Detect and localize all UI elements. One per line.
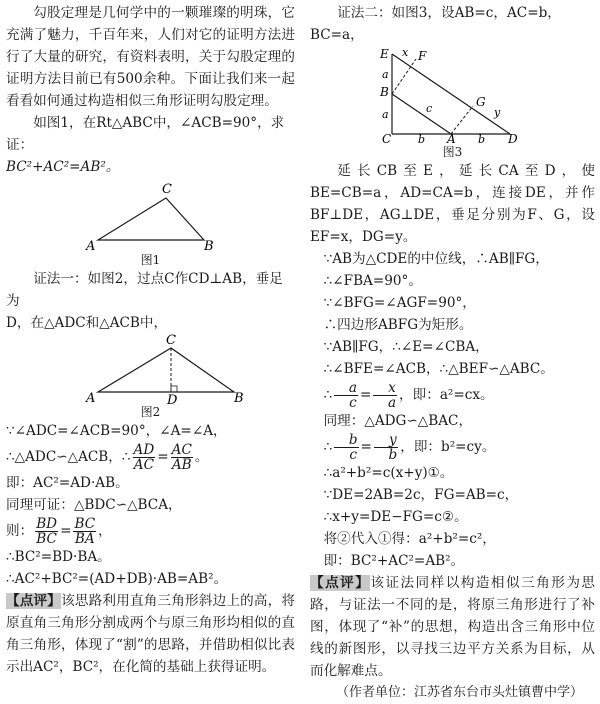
fig3-label-c: C — [382, 132, 392, 144]
problem-equation: BC²+AC²=AB²。 — [6, 159, 120, 175]
figure-3 — [310, 46, 595, 144]
fraction-b-c: $\frac{b}{c}$ — [334, 433, 358, 462]
triangle-abc — [98, 198, 204, 240]
fig3-label-x: x — [402, 46, 409, 59]
problem-statement: 如图1，在Rt△ABC中，∠ACB=90°，求证： — [6, 115, 285, 153]
step-7: ∴AC²+BC²=(AD+DB)·AB=AB²。 — [6, 571, 228, 587]
author-info: （作者单位：江苏省东台市头灶镇曹中学） — [336, 685, 584, 700]
fig2-label-d: D — [167, 393, 178, 404]
right-column — [310, 0, 595, 704]
fig3-label-a-top: a — [382, 68, 389, 81]
fraction-ac-ab: $\frac{AC}{AB}$ — [171, 442, 192, 473]
comment-2-tag: 【点评】 — [310, 575, 371, 591]
fig3-label-c-side: c — [426, 102, 433, 115]
step2-2: ∴∠FBA=90°。 — [323, 273, 422, 289]
triangle-abc-2 — [98, 348, 234, 392]
line-ba — [392, 94, 451, 134]
step-5: 则： $\frac{BD}{BC}$ = $\frac{BC}{BA}$ ， — [6, 516, 112, 547]
step2-9: ∴ $\frac{b}{c}$ = $\frac{y}{b}$ ，即：b²=cy。 — [323, 432, 496, 463]
figure-2 — [6, 334, 295, 404]
step2-13: 将②代入①得：a²+b²=c²， — [323, 531, 496, 547]
fig2-label-b: B — [234, 391, 244, 404]
line-ed — [392, 54, 510, 134]
step-1: ∵∠ADC=∠ACB=90°，∠A=∠A， — [6, 423, 227, 439]
fig3-caption: 图3 — [442, 145, 463, 159]
fraction-bd-bc: $\frac{BD}{BC}$ — [36, 516, 58, 547]
step-4: 同理可证：△BDC∽△BCA， — [6, 497, 182, 513]
fig3-label-a-bottom: a — [382, 108, 389, 121]
step2-8: 同理：△ADG∽△BAC， — [323, 413, 473, 429]
step2-14: 即：BC²+AC²=AB²。 — [323, 553, 465, 569]
step2-11: ∵DE=2AB=2c，FG=AB=c， — [323, 487, 519, 503]
fraction-bc-ba: $\frac{BC}{BA}$ — [74, 516, 96, 547]
fig2-label-a: A — [86, 391, 96, 404]
fig3-label-a: A — [447, 132, 456, 144]
proof2-intro: 证法二：如图3，设AB=c，AC=b，BC=a， — [310, 5, 561, 43]
comment-2-text: 该证法同样以构造相似三角形为思路，与证法一不同的是，将原三角形进行了补图，体现了“补”的思想，构造出含三角形中位线的新图形，以寻找三边平方关系为目标，从而化解难点。 — [310, 575, 595, 679]
fig1-label-c: C — [162, 182, 172, 197]
fig2-caption: 图2 — [140, 405, 161, 419]
step-6: ∴BC²=BD·BA。 — [6, 549, 111, 565]
fraction-ad-ac: $\frac{AD}{AC}$ — [133, 442, 155, 473]
fig3-label-y: y — [494, 106, 501, 119]
comment-1-text: 该思路利用直角三角形斜边上的高，将原直角三角形分割成两个与原三角形均相似的直角三角形，体现了“割”的思路，并借助相似比表示出AC²，BC²，在化简的基础上获得证明。 — [6, 593, 296, 675]
fig3-label-b-right: b — [478, 133, 486, 144]
proof2-text: 延长CB至E，延长CA至D，使BE=CB=a，AD=CA=b，连接DE，并作BF⊥DE，AG⊥DE，垂足分别为F、G，设EF=x，DG=y。 — [310, 163, 595, 245]
fraction-a-c: $\frac{a}{c}$ — [334, 381, 358, 410]
fig3-label-d: D — [508, 132, 518, 144]
proof1-line2: D，在△ADC和△ACB中， — [6, 315, 168, 331]
fig3-label-b: B — [380, 85, 389, 99]
step2-5: ∵AB∥FG，∴∠E=∠CBA， — [323, 339, 489, 355]
fig3-label-g: G — [476, 95, 486, 109]
step2-7: ∴ $\frac{a}{c}$ = $\frac{x}{a}$ ，即：a²=cx。 — [323, 380, 494, 411]
step2-10: ∴a²+b²=c(x+y)①。 — [323, 465, 454, 481]
step2-3: ∵∠BFG=∠AGF=90°， — [323, 295, 476, 311]
fig1-caption: 图1 — [140, 253, 161, 267]
step2-4: ∴四边形ABFG为矩形。 — [323, 317, 473, 333]
fig3-label-e: E — [380, 47, 389, 61]
step-2: ∴△ADC∽△ACB，∴ $\frac{AD}{AC}$ = $\frac{AC}{AB}$ 。 — [6, 442, 209, 473]
comment-1-tag: 【点评】 — [6, 593, 62, 609]
fig3-label-f: F — [418, 49, 427, 63]
step2-1: ∵AB为△CDE的中位线，∴AB∥FG， — [323, 251, 549, 267]
left-column — [6, 0, 295, 678]
step2-text: ∴△ADC∽△ACB，∴ — [6, 449, 131, 465]
step-3: 即：AC²=AD·AB。 — [6, 475, 129, 491]
intro-paragraph: 勾股定理是几何学中的一颗璀璨的明珠，它充满了魅力，千百年来，人们对它的证明方法进行了大量的研究，有资料表明，关于勾股定理的证明方法目前已有500余种。下面让我们来一起看看如何通过构造相似三角形证明勾股定理。 — [6, 5, 295, 109]
fig1-label-b: B — [204, 239, 214, 252]
right-angle-mark — [171, 386, 177, 392]
step2-12: ∴x+y=DE−FG=c②。 — [323, 509, 468, 525]
fraction-y-b: $\frac{y}{b}$ — [374, 433, 398, 462]
fraction-x-a: $\frac{x}{a}$ — [373, 381, 397, 410]
step2-6: ∴∠BFE=∠ACB，∴△BEF∽△ABC。 — [323, 361, 554, 377]
line-bf — [392, 59, 416, 94]
comment-2 — [310, 572, 595, 682]
fig2-label-c: C — [166, 334, 176, 348]
fig1-label-a: A — [86, 239, 96, 252]
fig3-label-b-left: b — [418, 133, 426, 144]
line-ag — [451, 106, 473, 134]
comment-1 — [6, 590, 295, 678]
proof1-line1: 证法一：如图2，过点C作CD⊥AB，垂足为 — [6, 271, 283, 309]
figure-1 — [6, 178, 295, 252]
